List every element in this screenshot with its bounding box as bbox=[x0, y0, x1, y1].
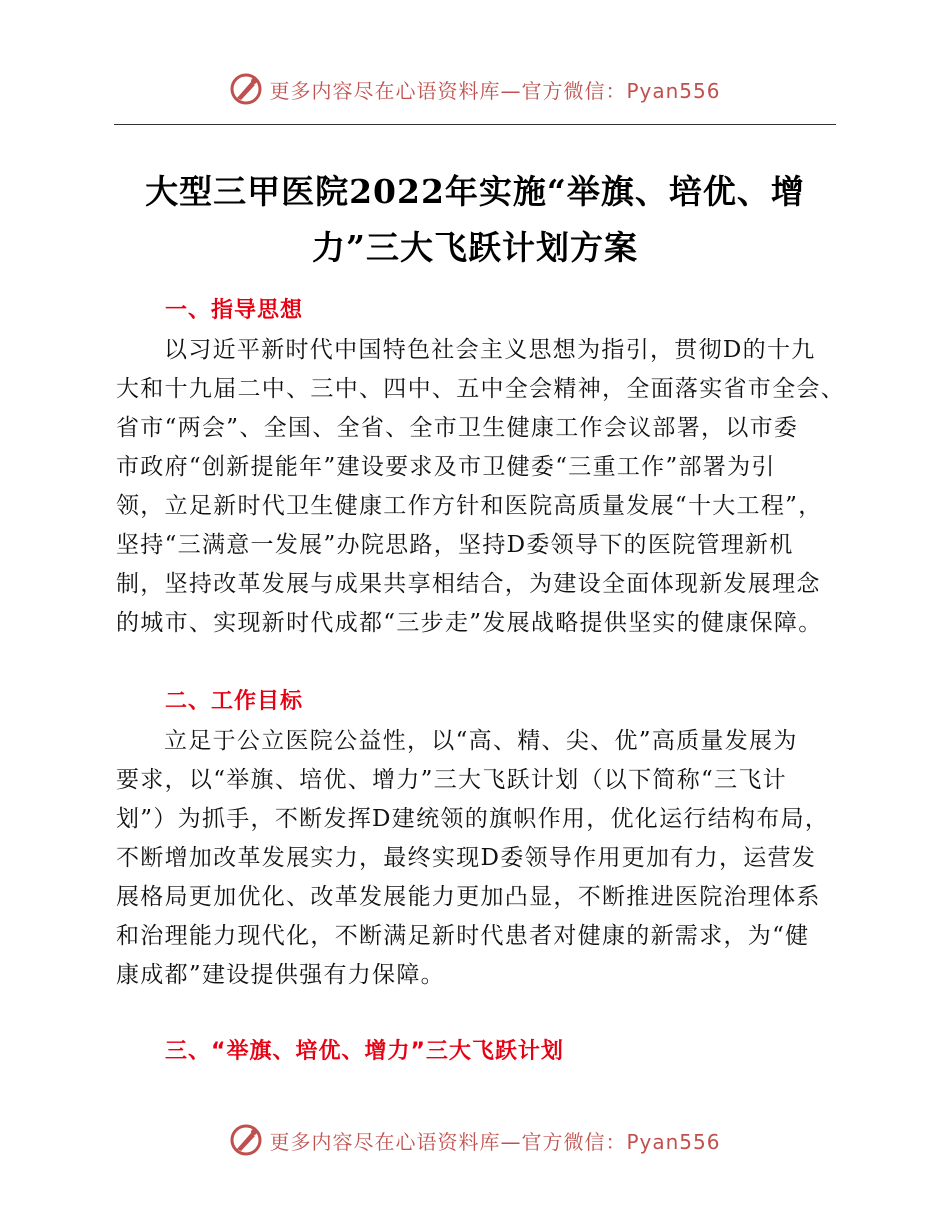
paragraph-line: 展格局更加优化、改革发展能力更加凸显，不断推进医院治理体系 bbox=[116, 884, 821, 910]
paragraph-line: 领，立足新时代卫生健康工作方针和医院高质量发展“十大工程”， bbox=[116, 493, 823, 519]
paragraph-line: 制，坚持改革发展与成果共享相结合，为建设全面体现新发展理念 bbox=[116, 571, 821, 597]
section-heading-guiding-ideology: 一、指导思想 bbox=[165, 298, 304, 323]
title-line-1: 大型三甲医院2022年实施“举旗、培优、增 bbox=[145, 172, 805, 211]
paragraph-line: 不断增加改革发展实力，最终实现D委领导作用更加有力，运营发 bbox=[116, 845, 817, 871]
section-heading-work-goals: 二、工作目标 bbox=[165, 689, 304, 714]
header-banner bbox=[0, 72, 950, 106]
header-divider bbox=[114, 124, 836, 125]
paragraph-line: 市政府“创新提能年”建设要求及市卫健委“三重工作”部署为引 bbox=[116, 454, 776, 480]
paragraph-line: 以习近平新时代中国特色社会主义思想为指引，贯彻D的十九 bbox=[164, 337, 816, 363]
paragraph-line: 大和十九届二中、三中、四中、五中全会精神，全面落实省市全会、 bbox=[116, 376, 845, 402]
paragraph-guiding-ideology bbox=[116, 331, 845, 643]
title-line-2: 力”三大飞跃计划方案 bbox=[312, 228, 638, 267]
paragraph-line: 的城市、实现新时代成都“三步走”发展战略提供坚实的健康保障。 bbox=[116, 610, 823, 636]
pen-logo-icon bbox=[229, 72, 263, 106]
paragraph-line: 省市“两会”、全国、全省、全市卫生健康工作会议部署，以市委 bbox=[116, 415, 799, 441]
paragraph-line: 坚持“三满意一发展”办院思路，坚持D委领导下的医院管理新机 bbox=[116, 532, 794, 558]
footer-banner-text: 更多内容尽在心语资料库—官方微信：Pyan556 bbox=[269, 1129, 721, 1154]
paragraph-work-goals bbox=[116, 722, 838, 995]
paragraph-line: 要求，以“举旗、培优、增力”三大飞跃计划（以下简称“三飞计 bbox=[116, 767, 787, 793]
pen-logo-icon bbox=[229, 1123, 263, 1157]
header-banner-text: 更多内容尽在心语资料库—官方微信：Pyan556 bbox=[269, 78, 721, 103]
paragraph-line: 划”）为抓手，不断发挥D建统领的旗帜作用，优化运行结构布局， bbox=[116, 806, 830, 832]
paragraph-line: 康成都”建设提供强有力保障。 bbox=[116, 962, 445, 988]
paragraph-line: 立足于公立医院公益性，以“高、精、尖、优”高质量发展为 bbox=[164, 728, 798, 754]
section-heading-three-leap-plan: 三、“举旗、培优、增力”三大飞跃计划 bbox=[165, 1039, 564, 1064]
document-title bbox=[110, 164, 840, 276]
footer-banner bbox=[0, 1123, 950, 1157]
paragraph-line: 和治理能力现代化，不断满足新时代患者对健康的新需求，为“健 bbox=[116, 923, 810, 949]
